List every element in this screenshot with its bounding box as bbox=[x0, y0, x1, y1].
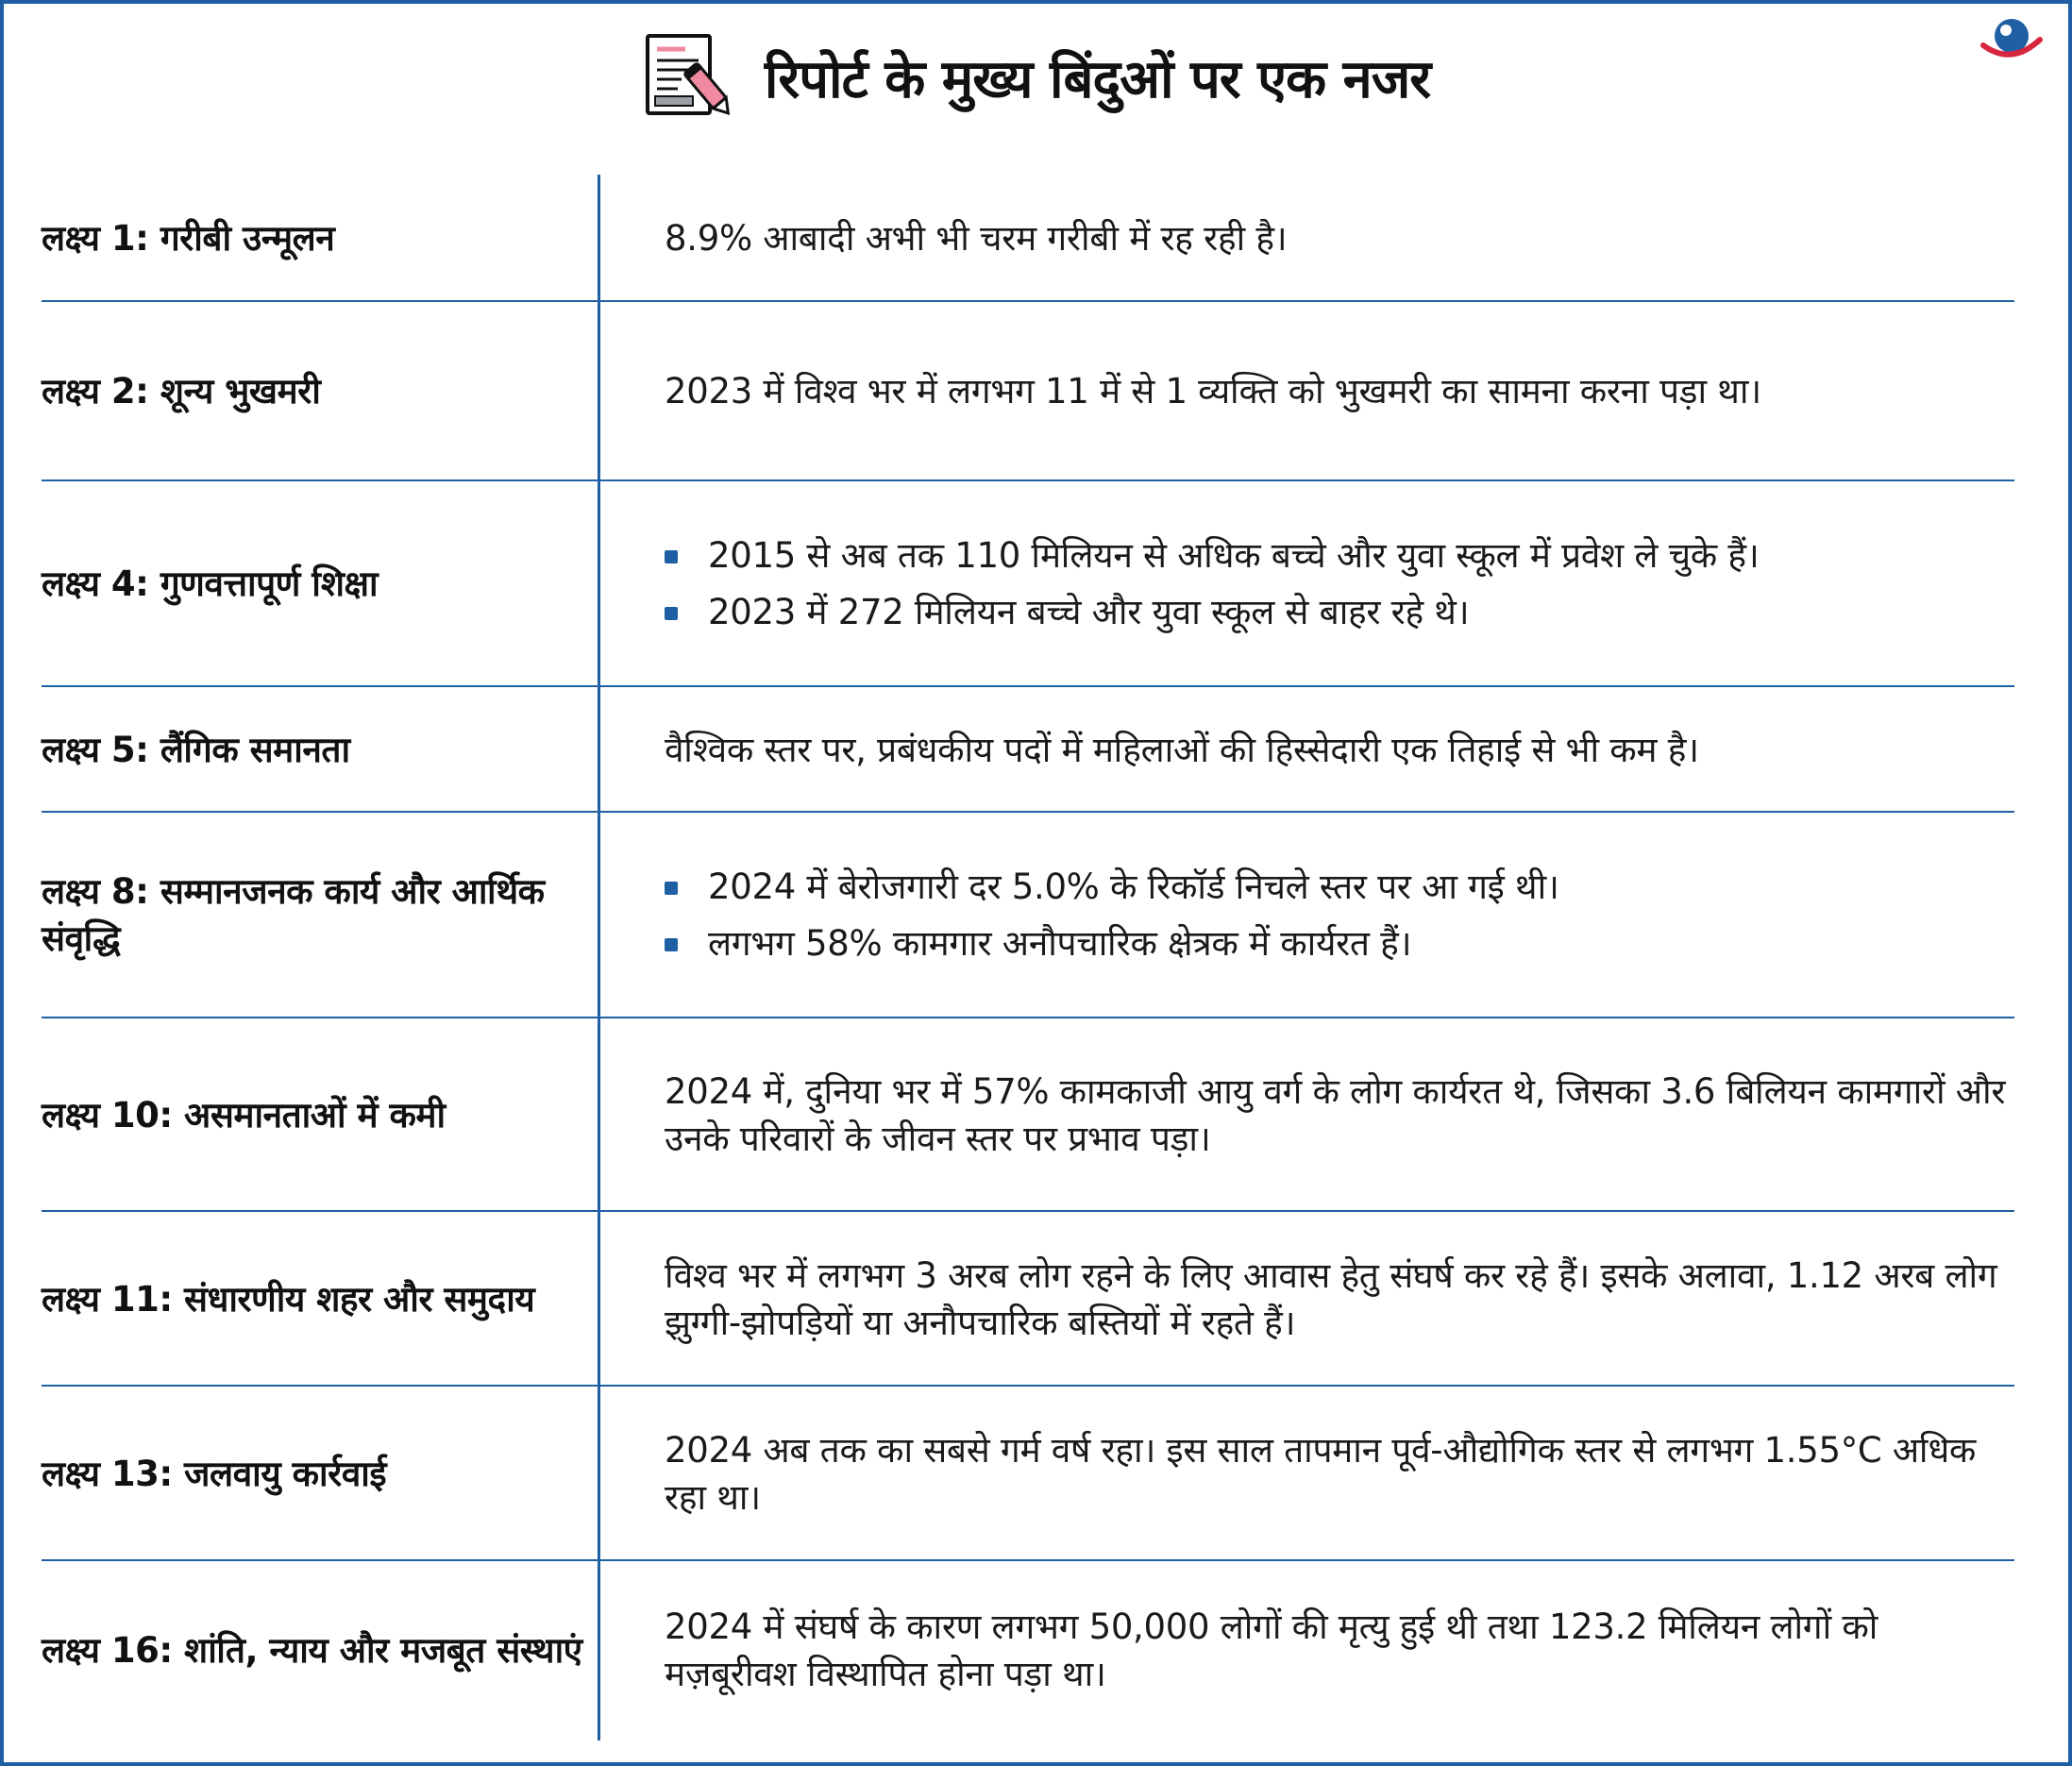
bullet-icon bbox=[665, 938, 678, 951]
fact-text: विश्व भर में लगभग 3 अरब लोग रहने के लिए आवास हेतु संघर्ष कर रहे हैं। इसके अलावा, 1.12 अरब लोग झुग्गी-झोपड़ियों या अनौपचारिक बस्तियों में रहते हैं। bbox=[665, 1254, 1997, 1343]
goal-fact bbox=[665, 1018, 2014, 1212]
fact-list bbox=[665, 854, 2014, 977]
goal-label: लक्ष्य 16: शांति, न्याय और मजबूत संस्थाएं bbox=[42, 1630, 582, 1671]
page-title: रिपोर्ट के मुख्य बिंदुओं पर एक नजर bbox=[764, 49, 1431, 110]
list-item bbox=[665, 589, 2014, 636]
bullet-icon bbox=[665, 550, 678, 563]
goal-label: लक्ष्य 1: गरीबी उन्मूलन bbox=[42, 217, 335, 259]
goal-fact bbox=[665, 1561, 2014, 1741]
goal-label: लक्ष्य 4: गुणवत्तापूर्ण शिक्षा bbox=[42, 563, 379, 604]
fact-list bbox=[665, 523, 2014, 646]
list-item bbox=[665, 920, 2014, 967]
goal-label: लक्ष्य 2: शून्य भुखमरी bbox=[42, 371, 321, 412]
goal-label: लक्ष्य 10: असमानताओं में कमी bbox=[42, 1094, 446, 1135]
list-item bbox=[665, 864, 2014, 911]
fact-text: 2024 में, दुनिया भर में 57% कामकाजी आयु वर्ग के लोग कार्यरत थे, जिसका 3.6 बिलियन कामगारों और उनके परिवारों के जीवन स्तर पर प्रभाव पड़ा। bbox=[665, 1070, 2006, 1159]
goal-fact bbox=[665, 302, 2014, 481]
goal-label: लक्ष्य 11: संधारणीय शहर और समुदाय bbox=[42, 1278, 535, 1320]
brand-logo-icon bbox=[1978, 8, 2046, 76]
top-border bbox=[0, 0, 2072, 4]
goal-fact bbox=[665, 1212, 2014, 1387]
header bbox=[0, 21, 2072, 134]
fact-text: 2024 में बेरोजगारी दर 5.0% के रिकॉर्ड निचले स्तर पर आ गई थी। bbox=[708, 866, 1559, 907]
goal-label: लक्ष्य 13: जलवायु कार्रवाई bbox=[42, 1453, 387, 1494]
fact-text: वैश्विक स्तर पर, प्रबंधकीय पदों में महिलाओं की हिस्सेदारी एक तिहाई से भी कम है। bbox=[665, 729, 1699, 770]
bullet-icon bbox=[665, 607, 678, 620]
fact-text: 8.9% आबादी अभी भी चरम गरीबी में रह रही है। bbox=[665, 217, 1288, 259]
fact-text: 2023 में विश्व भर में लगभग 11 में से 1 व्यक्ति को भुखमरी का सामना करना पड़ा था। bbox=[665, 371, 1761, 412]
list-item bbox=[665, 532, 2014, 580]
goal-label: लक्ष्य 5: लैंगिक समानता bbox=[42, 729, 350, 770]
bullet-icon bbox=[665, 882, 678, 895]
goal-fact bbox=[665, 1387, 2014, 1561]
fact-text: 2015 से अब तक 110 मिलियन से अधिक बच्चे और युवा स्कूल में प्रवेश ले चुके हैं। bbox=[708, 535, 1760, 576]
table-row bbox=[42, 1561, 2014, 1741]
table-row bbox=[42, 1387, 2014, 1561]
goal-fact bbox=[665, 687, 2014, 813]
fact-text: 2024 अब तक का सबसे गर्म वर्ष रहा। इस साल तापमान पूर्व-औद्योगिक स्तर से लगभग 1.55°C अधिक रहा था। bbox=[665, 1429, 1977, 1518]
table-row bbox=[42, 1018, 2014, 1212]
table-row bbox=[42, 687, 2014, 813]
goal-fact bbox=[665, 481, 2014, 687]
goal-label: लक्ष्य 8: सम्मानजनक कार्य और आर्थिक संवृद्धि bbox=[42, 871, 545, 959]
goal-fact bbox=[665, 813, 2014, 1018]
table-row bbox=[42, 813, 2014, 1018]
table-row bbox=[42, 481, 2014, 687]
table-row bbox=[42, 1212, 2014, 1387]
table-row bbox=[42, 175, 2014, 302]
fact-text: लगभग 58% कामगार अनौपचारिक क्षेत्रक में कार्यरत हैं। bbox=[708, 923, 1412, 964]
report-document-icon bbox=[642, 32, 740, 123]
table-row bbox=[42, 302, 2014, 481]
fact-text: 2023 में 272 मिलियन बच्चे और युवा स्कूल से बाहर रहे थे। bbox=[708, 592, 1470, 632]
goal-fact bbox=[665, 175, 2014, 302]
fact-text: 2024 में संघर्ष के कारण लगभग 50,000 लोगों की मृत्यु हुई थी तथा 123.2 मिलियन लोगों को मज़बूरीवश विस्थापित होना पड़ा था। bbox=[665, 1606, 1878, 1694]
